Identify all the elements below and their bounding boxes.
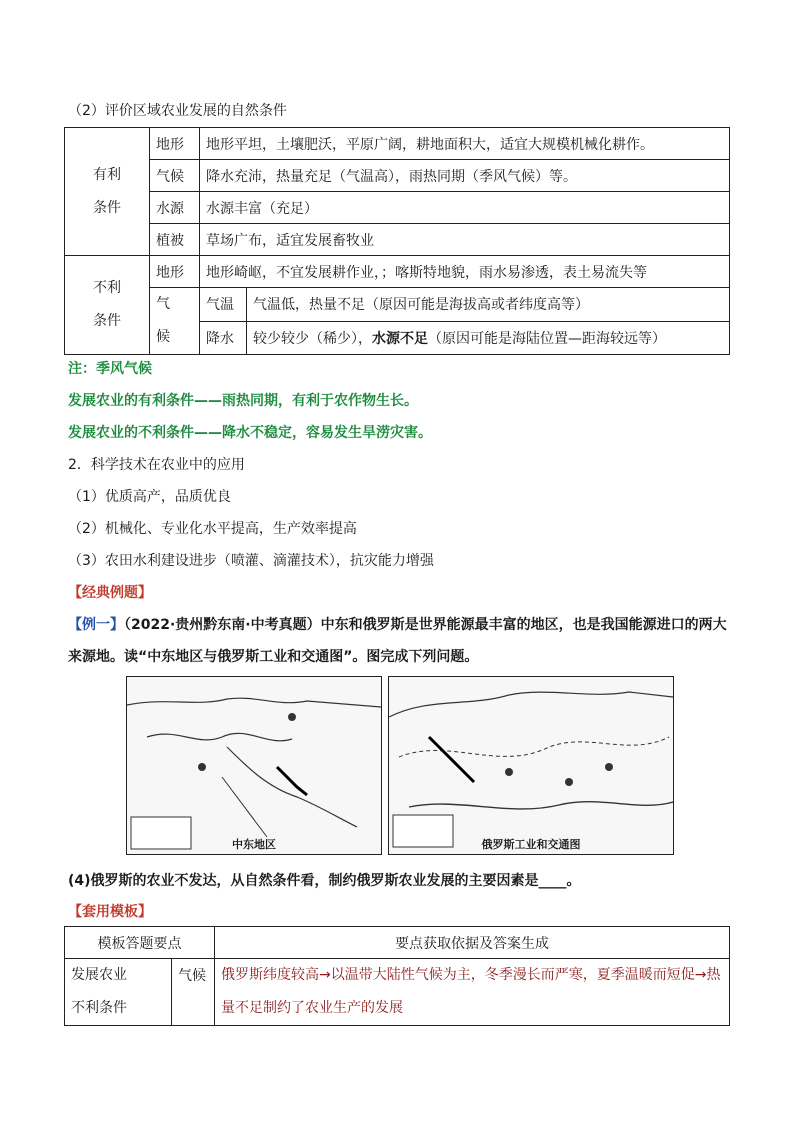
example-line-1: 【例一】（2022·贵州黔东南·中考真题）中东和俄罗斯是世界能源最丰富的地区，也是我国能源进口的两大 [68, 617, 727, 633]
note-favorable: 发展农业的有利条件——雨热同期，有利于农作物生长。 [68, 393, 418, 409]
example-line-2: 来源地。读“中东地区与俄罗斯工业和交通图”。图完成下列问题。 [68, 649, 479, 665]
header-cell: 模板答题要点 [65, 927, 215, 959]
factor-cell: 地形 [150, 256, 200, 288]
tech-heading: 2．科学技术在农业中的应用 [68, 457, 245, 473]
note-unfavorable: 发展农业的不利条件——降水不稳定，容易发生旱涝灾害。 [68, 425, 432, 441]
climate-cell: 气 候 [150, 288, 200, 355]
maps-figure [126, 676, 672, 853]
factor-cell: 植被 [150, 224, 200, 256]
unfavorable-category: 不利 条件 [65, 256, 150, 355]
template-table [64, 926, 730, 1026]
russia-map-drawing [389, 677, 673, 854]
header-cell: 要点获取依据及答案生成 [215, 927, 730, 959]
section-title: （2）评价区域农业发展的自然条件 [68, 103, 287, 119]
subfactor-cell: 降水 [200, 321, 247, 355]
factor-cell: 气候 [150, 160, 200, 192]
tech-item: （1）优质高产，品质优良 [68, 489, 231, 505]
desc-cell: 水源丰富（充足） [200, 192, 730, 224]
category-cell: 发展农业 不利条件 [65, 959, 172, 1026]
question-text: (4)俄罗斯的农业不发达，从自然条件看，制约俄罗斯农业发展的主要因素是____。 [68, 873, 581, 889]
desc-cell: 草场广布，适宜发展畜牧业 [200, 224, 730, 256]
factor-cell: 气候 [172, 959, 215, 1026]
conditions-table [64, 127, 730, 355]
tech-item: （2）机械化、专业化水平提高，生产效率提高 [68, 521, 357, 537]
desc-cell: 气温低，热量不足（原因可能是海拔高或者纬度高等） [247, 288, 730, 322]
desc-cell: 降水充沛，热量充足（气温高），雨热同期（季风气候）等。 [200, 160, 730, 192]
russia-map [388, 676, 674, 855]
middle-east-caption: 中东地区 [232, 838, 276, 851]
factor-cell: 水源 [150, 192, 200, 224]
desc-cell: 地形崎岖，不宜发展耕作业，；喀斯特地貌，雨水易渗透，表土易流失等 [200, 256, 730, 288]
answer-cell: 俄罗斯纬度较高→以温带大陆性气候为主，冬季漫长而严寒，夏季温暖而短促→热 量不足制约了农业生产的发展 [215, 959, 730, 1026]
note-title: 注：季风气候 [68, 361, 152, 377]
tech-item: （3）农田水利建设进步（喷灌、滴灌技术），抗灾能力增强 [68, 553, 434, 569]
favorable-category: 有利 条件 [65, 128, 150, 256]
russia-caption: 俄罗斯工业和交通图 [481, 838, 581, 851]
subfactor-cell: 气温 [200, 288, 247, 322]
factor-cell: 地形 [150, 128, 200, 160]
classic-example-heading: 【经典例题】 [68, 585, 152, 601]
template-heading: 【套用模板】 [68, 904, 152, 920]
middle-east-map [126, 676, 382, 855]
desc-cell: 较少较少（稀少），水源不足（原因可能是海陆位置—距海较远等） [247, 321, 730, 355]
desc-cell: 地形平坦，土壤肥沃，平原广阔，耕地面积大，适宜大规模机械化耕作。 [200, 128, 730, 160]
middle-east-map-drawing [127, 677, 381, 854]
